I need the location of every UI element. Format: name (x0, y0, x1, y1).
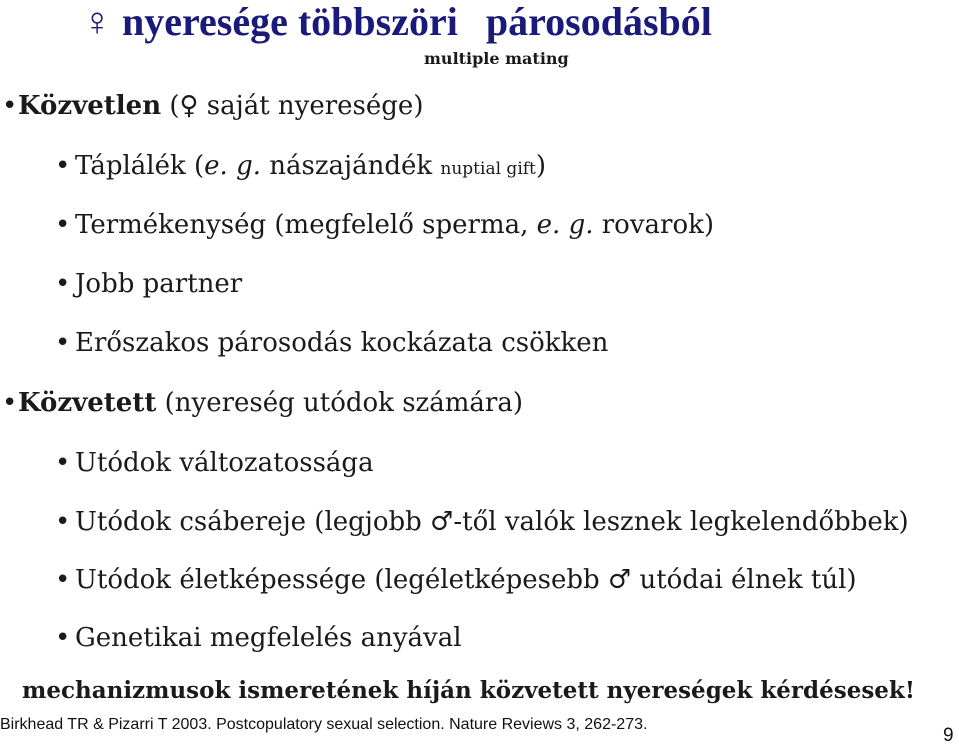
list-item (55, 506, 909, 538)
section-heading-label: Közvetett (18, 388, 157, 418)
page-number: 9 (943, 725, 954, 746)
list-item (55, 564, 857, 596)
section-heading-direct (2, 90, 423, 122)
section-heading-indirect (2, 387, 523, 419)
item-text: Jobb partner (75, 269, 243, 299)
item-text: Genetikai megfelelés anyával (75, 623, 462, 653)
bullet-icon: • (55, 565, 71, 595)
item-italic: e. g. (536, 210, 594, 240)
item-text: Termékenység (megfelelő sperma, (75, 210, 537, 240)
bullet-icon: • (55, 269, 71, 299)
section-heading-label: Közvetlen (18, 91, 162, 121)
slide-subtitle: multiple mating (424, 49, 569, 68)
bullet-icon: • (55, 623, 71, 653)
bullet-icon: • (55, 151, 71, 181)
list-item (55, 447, 374, 479)
bullet-icon: • (55, 328, 71, 358)
item-text: Utódok csábereje (legjobb ♂-től valók lesznek legkelendőbbek) (75, 507, 909, 537)
section-heading-rest: (♀ saját nyeresége) (161, 91, 424, 121)
bullet-icon: • (55, 210, 71, 240)
list-item (55, 622, 462, 654)
bullet-icon: • (2, 91, 18, 121)
item-text: rovarok) (593, 210, 715, 240)
item-text: nászajándék (260, 151, 441, 181)
item-text: Utódok életképessége (legéletképesebb ♂ utódai élnek túl) (75, 565, 857, 595)
bullet-icon: • (55, 448, 71, 478)
bottom-note: mechanizmusok ismeretének híján közvetett nyereségek kérdésesek! (22, 677, 915, 704)
title-part-1: nyeresége többszöri (122, 0, 458, 44)
bullet-icon: • (2, 388, 18, 418)
section-heading-rest: (nyereség utódok számára) (156, 388, 523, 418)
item-italic: e. g. (204, 151, 261, 181)
item-small-note: nuptial gift (440, 159, 536, 179)
item-text: ) (535, 151, 547, 181)
female-symbol-icon: ♀ (82, 0, 112, 44)
list-item (55, 150, 546, 185)
list-item (55, 209, 714, 241)
item-text: Táplálék ( (75, 151, 205, 181)
title-part-2: párosodásból (485, 0, 712, 44)
item-text: Utódok változatossága (75, 448, 374, 478)
list-item (55, 327, 608, 359)
list-item (55, 268, 242, 300)
slide-title (82, 0, 942, 44)
bullet-icon: • (55, 507, 71, 537)
item-text: Erőszakos párosodás kockázata csökken (75, 328, 609, 358)
citation: Birkhead TR & Pizarri T 2003. Postcopulatory sexual selection. Nature Reviews 3, 262-273. (0, 716, 648, 733)
